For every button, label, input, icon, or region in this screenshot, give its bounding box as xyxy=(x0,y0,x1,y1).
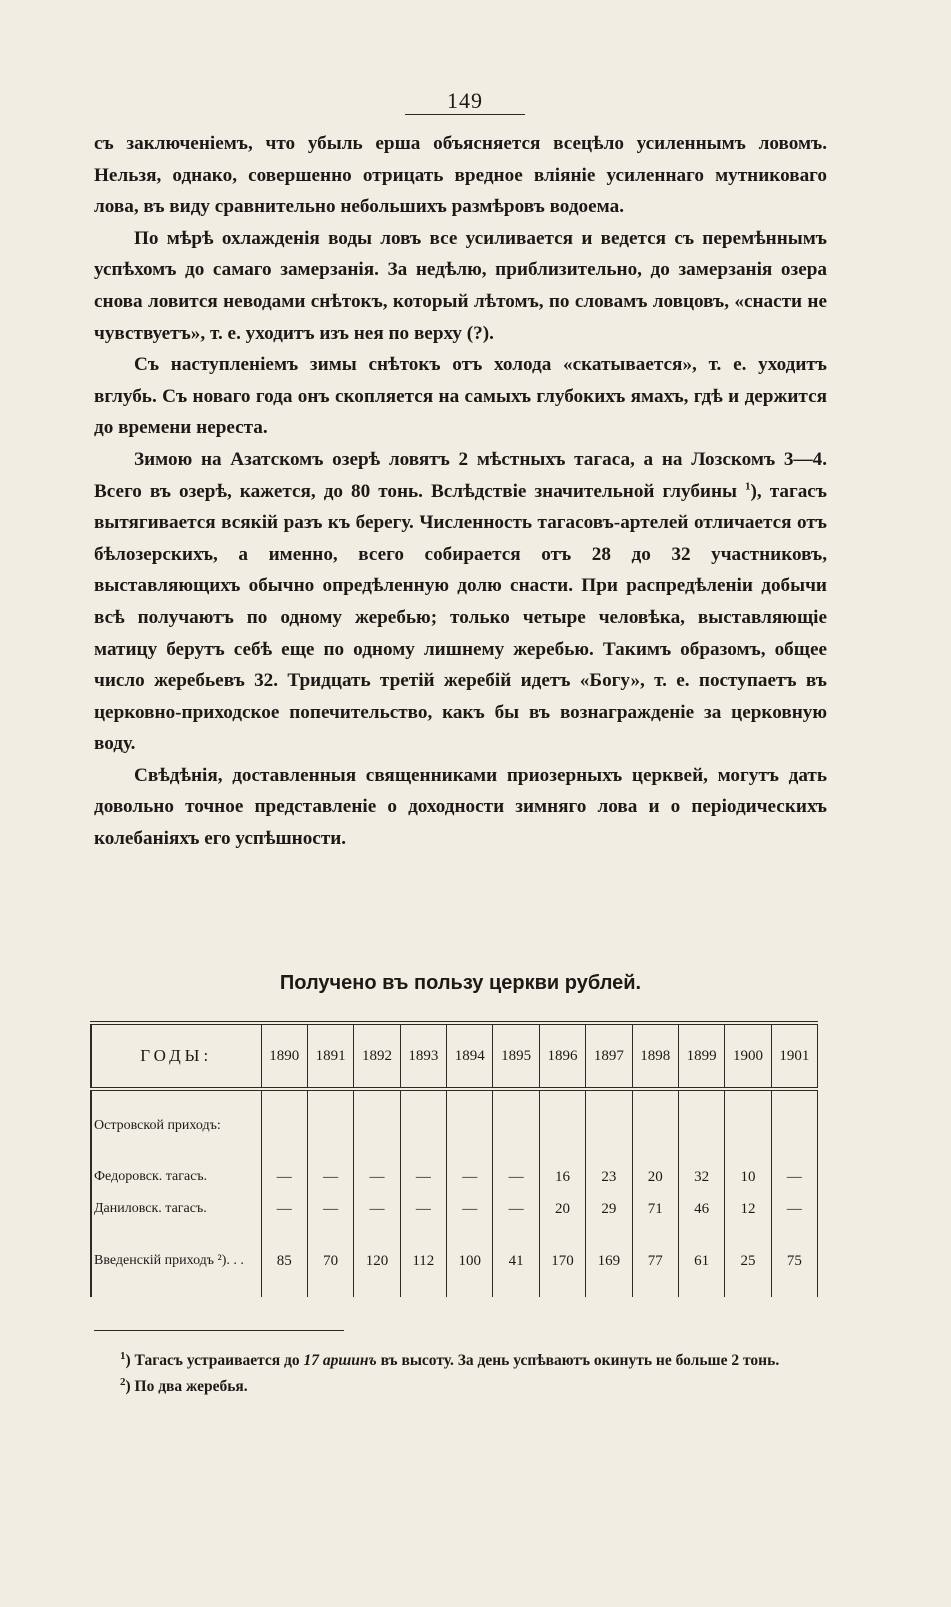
value-cell xyxy=(354,1089,400,1161)
value-cell: — xyxy=(307,1161,353,1193)
footnote-2 xyxy=(94,1374,827,1400)
row-label: Даниловск. тагасъ. xyxy=(91,1193,261,1225)
value-cell: 12 xyxy=(725,1193,771,1225)
year-cell: 1893 xyxy=(400,1025,446,1089)
value-cell: — xyxy=(771,1193,817,1225)
value-cell: 16 xyxy=(539,1161,585,1193)
year-cell: 1900 xyxy=(725,1025,771,1089)
value-cell xyxy=(261,1089,307,1161)
table-row xyxy=(91,1225,818,1297)
table-title: Получено въ пользу церкви рублей. xyxy=(279,972,642,994)
value-cell: — xyxy=(261,1193,307,1225)
paragraph-2: По мѣрѣ охлажденія воды ловъ все усиливается и ведется съ перемѣннымъ успѣхомъ до самаго замерзанія. За недѣлю, приблизительно, до замерзанія озера снова ловится неводами снѣтокъ, который лѣтомъ, по словамъ ловцовъ, «снасти не чувствуетъ», т. е. уходитъ изъ нея по верху (?). xyxy=(94,227,827,344)
value-cell: — xyxy=(447,1161,493,1193)
value-cell: 20 xyxy=(539,1193,585,1225)
value-cell xyxy=(586,1089,632,1161)
table-row xyxy=(91,1161,818,1193)
value-cell: — xyxy=(354,1161,400,1193)
footnotes xyxy=(94,1348,827,1400)
paragraph-4 xyxy=(94,444,827,760)
value-cell: 41 xyxy=(493,1225,539,1297)
year-cell: 1899 xyxy=(678,1025,724,1089)
paragraph-1: съ заключеніемъ, что убыль ерша объясняется всецѣло усиленнымъ ловомъ. Нельзя, однако, совершенно отрицать вредное вліяніе усиленнаго мутниковаго лова, въ виду сравнительно небольшихъ размѣровъ водоема. xyxy=(94,133,827,218)
value-cell: — xyxy=(493,1161,539,1193)
table-row xyxy=(91,1193,818,1225)
header-label: ГОДЫ: xyxy=(91,1025,261,1089)
value-cell: 169 xyxy=(586,1225,632,1297)
value-cell: 61 xyxy=(678,1225,724,1297)
body-text xyxy=(94,128,827,855)
value-cell: 120 xyxy=(354,1225,400,1297)
value-cell: 23 xyxy=(586,1161,632,1193)
value-cell: 100 xyxy=(447,1225,493,1297)
value-cell: 70 xyxy=(307,1225,353,1297)
value-cell: 112 xyxy=(400,1225,446,1297)
value-cell: — xyxy=(354,1193,400,1225)
value-cell: — xyxy=(307,1193,353,1225)
paragraph-4-part-1: Зимою на Азатскомъ озерѣ ловятъ 2 мѣстныхъ тагаса, а на Лозскомъ 3—4. Всего въ озерѣ, кажется, до 80 тонь. Вслѣдствіе значительной глубины xyxy=(94,448,827,502)
footnote-rule xyxy=(94,1330,344,1331)
value-cell xyxy=(493,1089,539,1161)
footnote-1-text-b: въ высоту. За день успѣваютъ окинуть не больше 2 тонь. xyxy=(376,1352,780,1369)
row-label: Федоровск. тагасъ. xyxy=(91,1161,261,1193)
value-cell xyxy=(307,1089,353,1161)
income-table xyxy=(90,1025,818,1297)
value-cell: — xyxy=(771,1161,817,1193)
page-number-rule xyxy=(405,114,525,115)
value-cell xyxy=(725,1089,771,1161)
value-cell xyxy=(771,1089,817,1161)
year-cell: 1891 xyxy=(307,1025,353,1089)
value-cell xyxy=(447,1089,493,1161)
value-cell: 25 xyxy=(725,1225,771,1297)
value-cell xyxy=(678,1089,724,1161)
year-cell: 1895 xyxy=(493,1025,539,1089)
value-cell: 85 xyxy=(261,1225,307,1297)
value-cell: — xyxy=(493,1193,539,1225)
value-cell xyxy=(539,1089,585,1161)
value-cell: 20 xyxy=(632,1161,678,1193)
value-cell: 46 xyxy=(678,1193,724,1225)
footnote-2-mark: 2 xyxy=(120,1375,126,1388)
value-cell xyxy=(632,1089,678,1161)
year-cell: 1901 xyxy=(771,1025,817,1089)
value-cell: — xyxy=(261,1161,307,1193)
year-cell: 1894 xyxy=(447,1025,493,1089)
income-table-frame xyxy=(90,1021,818,1307)
row-label: Введенскій приходъ ²). . . xyxy=(91,1225,261,1297)
value-cell: 170 xyxy=(539,1225,585,1297)
footnote-1-text-a: ) Тагасъ устраивается до xyxy=(125,1352,304,1369)
value-cell: — xyxy=(400,1161,446,1193)
page-number: 149 xyxy=(447,88,483,113)
year-cell: 1890 xyxy=(261,1025,307,1089)
value-cell: — xyxy=(447,1193,493,1225)
footnote-1 xyxy=(94,1348,827,1374)
value-cell: 77 xyxy=(632,1225,678,1297)
value-cell: 29 xyxy=(586,1193,632,1225)
table-header-row xyxy=(91,1025,818,1089)
value-cell xyxy=(400,1089,446,1161)
value-cell: 10 xyxy=(725,1161,771,1193)
value-cell: 75 xyxy=(771,1225,817,1297)
footnote-ref-1: 1 xyxy=(745,480,751,493)
value-cell: — xyxy=(400,1193,446,1225)
table-row xyxy=(91,1089,818,1161)
paragraph-4-part-2: ), тагасъ вытягивается всякій разъ къ берегу. Численность тагасовъ-артелей отличается отъ бѣлозерскихъ, а именно, всего собирается отъ 28 до 32 участниковъ, выставляющихъ обычно опредѣленную долю снасти. При распредѣленіи добычи всѣ получаютъ по одному жеребью; только четыре человѣка, выставляющіе матицу берутъ себѣ еще по одному лишнему жеребью. Такимъ образомъ, общее число жеребьевъ 32. Тридцать третій жеребій идетъ «Богу», т. е. поступаетъ въ церковно-приходское попечительство, какъ бы въ вознагражденіе за церковную воду. xyxy=(94,480,827,755)
footnote-1-mark: 1 xyxy=(120,1349,126,1362)
year-cell: 1892 xyxy=(354,1025,400,1089)
year-cell: 1898 xyxy=(632,1025,678,1089)
value-cell: 71 xyxy=(632,1193,678,1225)
footnote-1-italic: 17 аршинъ xyxy=(303,1352,377,1369)
paragraph-5: Свѣдѣнія, доставленныя священниками приозерныхъ церквей, могутъ дать довольно точное представленіе о доходности зимняго лова и о періодическихъ колебаніяхъ его успѣшности. xyxy=(94,764,827,850)
year-cell: 1897 xyxy=(586,1025,632,1089)
value-cell: 32 xyxy=(678,1161,724,1193)
year-cell: 1896 xyxy=(539,1025,585,1089)
paragraph-3: Съ наступленіемъ зимы снѣтокъ отъ холода «скатывается», т. е. уходитъ вглубь. Съ новаго года онъ скопляется на самыхъ глубокихъ ямахъ, гдѣ и держится до времени нереста. xyxy=(94,354,827,439)
footnote-2-text: ) По два жеребья. xyxy=(125,1378,248,1395)
row-label: Островской приходъ: xyxy=(91,1089,261,1161)
